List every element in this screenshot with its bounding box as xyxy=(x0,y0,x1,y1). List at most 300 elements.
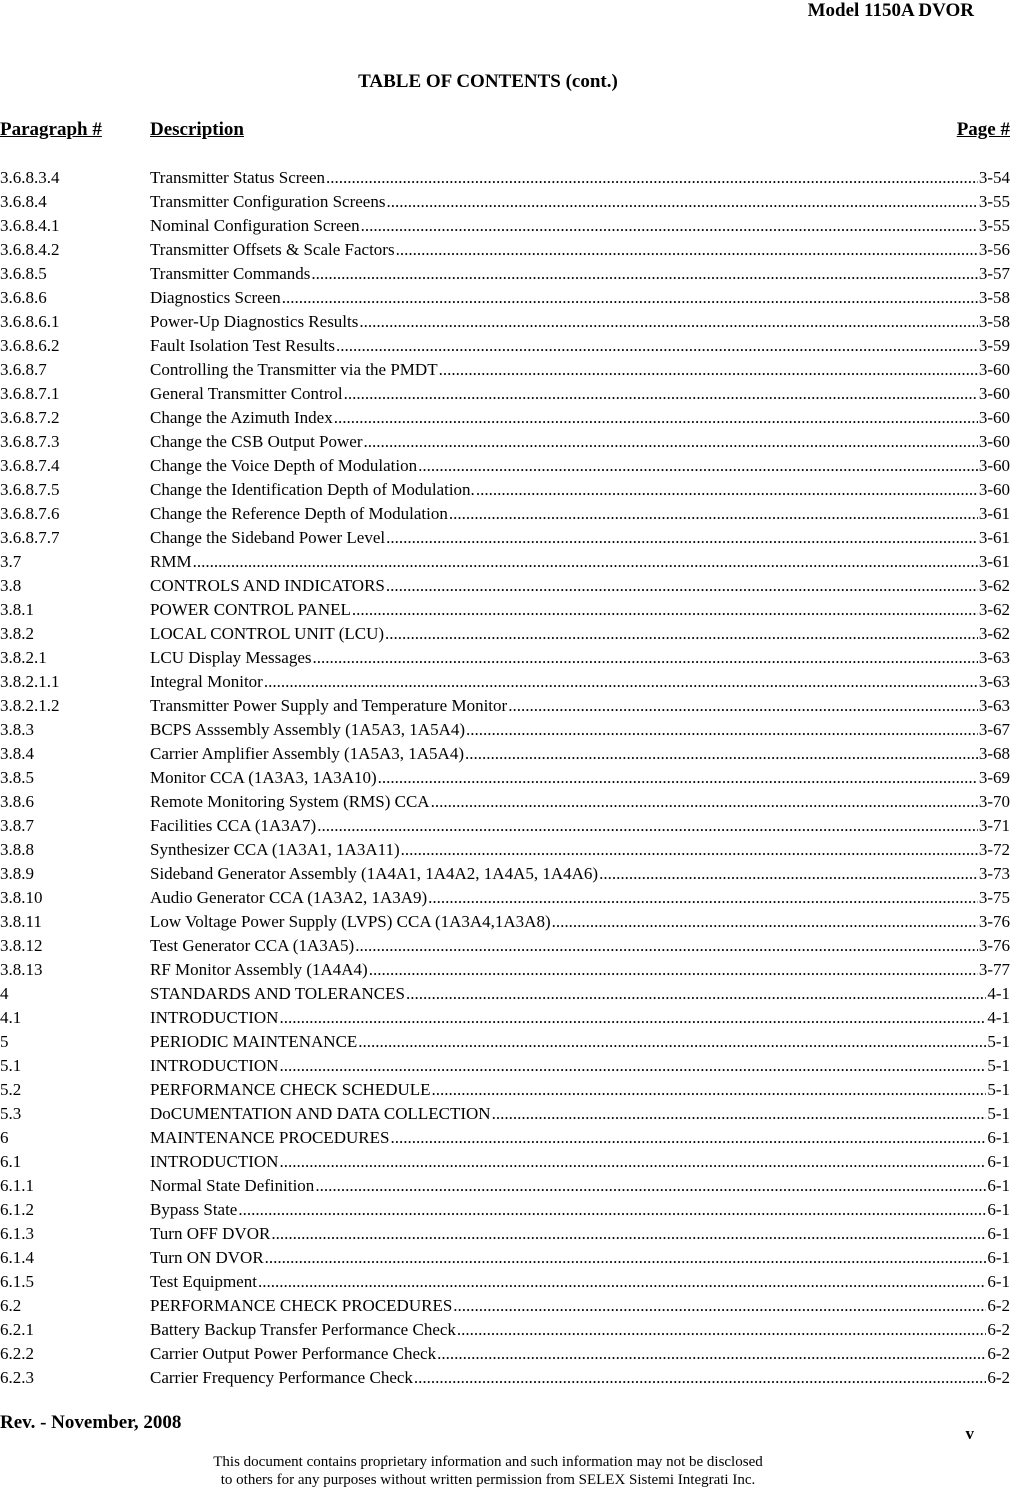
toc-entry-number: 6.2.2 xyxy=(0,1344,34,1363)
toc-entry-description: INTRODUCTION xyxy=(150,1008,279,1027)
toc-entry-number: 5 xyxy=(0,1032,9,1051)
toc-entry-body xyxy=(150,1222,1010,1246)
toc-entry-page: 6-1 xyxy=(987,1224,1010,1243)
dot-leader xyxy=(476,478,978,502)
toc-entry[interactable] xyxy=(0,958,1012,982)
toc-entry-number: 3.8.9 xyxy=(0,864,34,883)
toc-entry[interactable] xyxy=(0,790,1012,814)
toc-entry-body xyxy=(150,454,1010,478)
toc-entry-number: 3.8.11 xyxy=(0,912,42,931)
toc-entry-description: Sideband Generator Assembly (1A4A1, 1A4A2, 1A4A5, 1A4A6) xyxy=(150,864,599,883)
dot-leader xyxy=(508,694,978,718)
toc-entry-page: 3-76 xyxy=(978,912,1010,931)
dot-leader xyxy=(359,310,977,334)
toc-entry-page: 4-1 xyxy=(987,984,1010,1003)
toc-entry-page: 3-72 xyxy=(978,840,1010,859)
toc-entry-description: Transmitter Status Screen xyxy=(150,168,326,187)
toc-entry-body xyxy=(150,334,1010,358)
dot-leader xyxy=(315,1174,986,1198)
dot-leader xyxy=(492,1102,987,1126)
toc-entry-description: Change the Reference Depth of Modulation xyxy=(150,504,448,523)
toc-entry-body xyxy=(150,742,1010,766)
toc-entry-page: 3-76 xyxy=(978,936,1010,955)
toc-entry-description: Fault Isolation Test Results xyxy=(150,336,336,355)
toc-entry-page: 3-55 xyxy=(978,192,1010,211)
dot-leader xyxy=(457,1318,986,1342)
dot-leader xyxy=(369,958,978,982)
toc-entry-number: 3.8.12 xyxy=(0,936,43,955)
toc-entry-body xyxy=(150,1054,1010,1078)
toc-entry-page: 3-54 xyxy=(978,168,1010,187)
toc-entry-number: 6.1.1 xyxy=(0,1176,34,1195)
dot-leader xyxy=(312,646,977,670)
toc-entry-page: 3-60 xyxy=(978,480,1010,499)
toc-entry-description: Transmitter Configuration Screens xyxy=(150,192,386,211)
toc-entry-page: 3-58 xyxy=(978,288,1010,307)
dot-leader xyxy=(238,1198,986,1222)
dot-leader xyxy=(355,934,978,958)
toc-entry-body xyxy=(150,1174,1010,1198)
toc-entry[interactable] xyxy=(0,1270,1012,1294)
toc-entry-body xyxy=(150,1030,1010,1054)
toc-entry-number: 6.1.5 xyxy=(0,1272,34,1291)
toc-entry-description: Controlling the Transmitter via the PMDT xyxy=(150,360,438,379)
dot-leader xyxy=(279,1006,986,1030)
toc-entry-body xyxy=(150,406,1010,430)
toc-entry-body xyxy=(150,574,1010,598)
toc-entry-number: 3.6.8.4.2 xyxy=(0,240,60,259)
dot-leader xyxy=(317,814,978,838)
toc-entry-body xyxy=(150,862,1010,886)
dot-leader xyxy=(279,1054,986,1078)
toc-entry-page: 3-61 xyxy=(978,504,1010,523)
toc-entry-description: Test Equipment xyxy=(150,1272,257,1291)
toc-entry-page: 3-56 xyxy=(978,240,1010,259)
toc-entry-page: 3-75 xyxy=(978,888,1010,907)
toc-entry-description: Synthesizer CCA (1A3A1, 1A3A11) xyxy=(150,840,400,859)
toc-entry-number: 6.1.4 xyxy=(0,1248,34,1267)
toc-entry-body xyxy=(150,670,1010,694)
toc-entry-page: 6-1 xyxy=(987,1152,1010,1171)
toc-entry-body xyxy=(150,1294,1010,1318)
dot-leader xyxy=(401,838,978,862)
dot-leader xyxy=(428,886,978,910)
toc-entry[interactable] xyxy=(0,982,1012,1006)
toc-entry[interactable] xyxy=(0,190,1012,214)
toc-entry[interactable] xyxy=(0,430,1012,454)
toc-entry[interactable] xyxy=(0,1102,1012,1126)
toc-entry-description: MAINTENANCE PROCEDURES xyxy=(150,1128,390,1147)
toc-entry-body xyxy=(150,814,1010,838)
dot-leader xyxy=(326,166,978,190)
toc-entry-description: Remote Monitoring System (RMS) CCA xyxy=(150,792,430,811)
revision-date: Rev. - November, 2008 xyxy=(0,1412,182,1433)
toc-entry-number: 6.1.3 xyxy=(0,1224,34,1243)
toc-entry-number: 3.6.8.7.5 xyxy=(0,480,60,499)
dot-leader xyxy=(334,406,978,430)
dot-leader xyxy=(418,454,978,478)
dot-leader xyxy=(465,742,978,766)
toc-entry[interactable] xyxy=(0,334,1012,358)
page-column-heading: Page # xyxy=(956,119,1010,140)
dot-leader xyxy=(361,214,978,238)
toc-entry-body xyxy=(150,838,1010,862)
toc-entry-page: 3-59 xyxy=(978,336,1010,355)
toc-entry-description: LCU Display Messages xyxy=(150,648,312,667)
dot-leader xyxy=(279,1150,986,1174)
toc-entry-description: STANDARDS AND TOLERANCES xyxy=(150,984,405,1003)
dot-leader xyxy=(358,1030,986,1054)
toc-entry-page: 3-60 xyxy=(978,408,1010,427)
dot-leader xyxy=(386,190,977,214)
dot-leader xyxy=(311,262,977,286)
toc-entry[interactable] xyxy=(0,310,1012,334)
dot-leader xyxy=(264,670,978,694)
toc-entry-description: Power-Up Diagnostics Results xyxy=(150,312,359,331)
toc-entry-body xyxy=(150,1102,1010,1126)
toc-entry-body xyxy=(150,1126,1010,1150)
toc-entry-page: 4-1 xyxy=(987,1008,1010,1027)
toc-entry-page: 6-1 xyxy=(987,1200,1010,1219)
toc-entry-page: 6-1 xyxy=(987,1128,1010,1147)
toc-entry[interactable] xyxy=(0,1246,1012,1270)
toc-entry-page: 5-1 xyxy=(987,1032,1010,1051)
toc-entry[interactable] xyxy=(0,1222,1012,1246)
toc-entry-page: 3-69 xyxy=(978,768,1010,787)
toc-entry-body xyxy=(150,238,1010,262)
toc-entry-page: 3-62 xyxy=(978,624,1010,643)
toc-entry-page: 3-55 xyxy=(978,216,1010,235)
toc-entry-number: 6.1.2 xyxy=(0,1200,34,1219)
toc-entry-description: PERFORMANCE CHECK SCHEDULE xyxy=(150,1080,431,1099)
toc-entry-description: CONTROLS AND INDICATORS xyxy=(150,576,385,595)
proprietary-disclaimer xyxy=(0,1453,976,1489)
toc-entry-description: Change the Identification Depth of Modulation. xyxy=(150,480,475,499)
toc-entry-body xyxy=(150,1078,1010,1102)
toc-entry-list xyxy=(0,166,1012,1390)
toc-entry[interactable] xyxy=(0,838,1012,862)
toc-entry-description: Change the Sideband Power Level xyxy=(150,528,386,547)
toc-entry-page: 5-1 xyxy=(987,1104,1010,1123)
toc-entry-body xyxy=(150,766,1010,790)
toc-entry[interactable] xyxy=(0,550,1012,574)
toc-entry-number: 5.2 xyxy=(0,1080,22,1099)
toc-entry-body xyxy=(150,1150,1010,1174)
toc-entry-number: 3.6.8.6 xyxy=(0,288,47,307)
toc-entry-page: 3-61 xyxy=(978,528,1010,547)
toc-entry-number: 4 xyxy=(0,984,9,1003)
toc-entry-description: INTRODUCTION xyxy=(150,1056,279,1075)
dot-leader xyxy=(439,358,978,382)
toc-entry-body xyxy=(150,958,1010,982)
toc-entry-number: 3.8.2.1.2 xyxy=(0,696,60,715)
dot-leader xyxy=(414,1366,986,1390)
toc-entry-description: Carrier Output Power Performance Check xyxy=(150,1344,437,1363)
toc-entry-description: Transmitter Commands xyxy=(150,264,311,283)
toc-entry-body xyxy=(150,526,1010,550)
toc-entry-number: 3.6.8.5 xyxy=(0,264,47,283)
toc-entry[interactable] xyxy=(0,886,1012,910)
toc-entry-page: 3-58 xyxy=(978,312,1010,331)
dot-leader xyxy=(193,550,978,574)
document-model-header: Model 1150A DVOR xyxy=(807,0,974,21)
toc-entry-number: 3.6.8.7 xyxy=(0,360,47,379)
toc-entry-body xyxy=(150,1270,1010,1294)
toc-entry-number: 6 xyxy=(0,1128,9,1147)
toc-entry-body xyxy=(150,718,1010,742)
toc-entry-number: 3.8.6 xyxy=(0,792,34,811)
dot-leader xyxy=(431,790,978,814)
toc-entry-body xyxy=(150,382,1010,406)
toc-entry-description: Bypass State xyxy=(150,1200,238,1219)
dot-leader xyxy=(352,598,978,622)
toc-entry-page: 6-1 xyxy=(987,1272,1010,1291)
toc-entry-body xyxy=(150,1198,1010,1222)
toc-entry-body xyxy=(150,1318,1010,1342)
toc-entry-page: 3-62 xyxy=(978,600,1010,619)
toc-entry-body xyxy=(150,166,1010,190)
toc-entry-description: Change the Azimuth Index xyxy=(150,408,333,427)
toc-entry-body xyxy=(150,478,1010,502)
toc-entry-number: 3.8 xyxy=(0,576,22,595)
toc-entry-body xyxy=(150,1246,1010,1270)
toc-entry[interactable] xyxy=(0,286,1012,310)
toc-entry[interactable] xyxy=(0,1006,1012,1030)
toc-entry-number: 3.8.13 xyxy=(0,960,43,979)
toc-entry-number: 3.6.8.7.4 xyxy=(0,456,60,475)
toc-column-headings xyxy=(0,119,1012,143)
toc-entry-number: 5.3 xyxy=(0,1104,22,1123)
toc-entry[interactable] xyxy=(0,502,1012,526)
toc-entry-body xyxy=(150,286,1010,310)
dot-leader xyxy=(265,1246,987,1270)
toc-entry-body xyxy=(150,1342,1010,1366)
toc-entry-number: 3.8.2 xyxy=(0,624,34,643)
toc-entry[interactable] xyxy=(0,1030,1012,1054)
toc-entry-body xyxy=(150,790,1010,814)
dot-leader xyxy=(385,622,978,646)
toc-entry-body xyxy=(150,598,1010,622)
toc-entry-page: 3-60 xyxy=(978,432,1010,451)
toc-entry-number: 6.2 xyxy=(0,1296,22,1315)
toc-entry[interactable] xyxy=(0,1126,1012,1150)
toc-entry-description: Turn ON DVOR xyxy=(150,1248,264,1267)
toc-entry-description: Change the Voice Depth of Modulation xyxy=(150,456,418,475)
toc-entry-body xyxy=(150,646,1010,670)
toc-entry-description: Nominal Configuration Screen xyxy=(150,216,360,235)
toc-entry[interactable] xyxy=(0,1198,1012,1222)
toc-entry[interactable] xyxy=(0,910,1012,934)
toc-entry[interactable] xyxy=(0,1366,1012,1390)
toc-entry[interactable] xyxy=(0,670,1012,694)
toc-entry-number: 3.6.8.4.1 xyxy=(0,216,60,235)
dot-leader xyxy=(437,1342,986,1366)
toc-entry[interactable] xyxy=(0,1054,1012,1078)
toc-entry-number: 3.8.5 xyxy=(0,768,34,787)
toc-entry-number: 3.6.8.7.2 xyxy=(0,408,60,427)
toc-entry-description: Turn OFF DVOR xyxy=(150,1224,271,1243)
toc-entry-description: Integral Monitor xyxy=(150,672,263,691)
toc-entry[interactable] xyxy=(0,478,1012,502)
disclaimer-line-2: to others for any purposes without written permission from SELEX Sistemi Integrati Inc. xyxy=(220,1472,756,1488)
toc-entry[interactable] xyxy=(0,262,1012,286)
toc-entry-description: BCPS Asssembly Assembly (1A5A3, 1A5A4) xyxy=(150,720,466,739)
toc-entry[interactable] xyxy=(0,814,1012,838)
toc-entry[interactable] xyxy=(0,1294,1012,1318)
toc-entry-page: 3-60 xyxy=(978,384,1010,403)
toc-entry-body xyxy=(150,886,1010,910)
toc-entry[interactable] xyxy=(0,358,1012,382)
toc-entry[interactable] xyxy=(0,1150,1012,1174)
dot-leader xyxy=(282,286,978,310)
toc-entry[interactable] xyxy=(0,1342,1012,1366)
toc-entry-body xyxy=(150,262,1010,286)
toc-entry-description: PERFORMANCE CHECK PROCEDURES xyxy=(150,1296,453,1315)
toc-entry-description: General Transmitter Control xyxy=(150,384,343,403)
toc-entry-body xyxy=(150,190,1010,214)
toc-entry-body xyxy=(150,910,1010,934)
toc-entry-page: 5-1 xyxy=(987,1056,1010,1075)
toc-entry-number: 3.6.8.7.1 xyxy=(0,384,60,403)
dot-leader xyxy=(386,526,978,550)
toc-entry-body xyxy=(150,358,1010,382)
toc-entry[interactable] xyxy=(0,454,1012,478)
toc-entry-description: Normal State Definition xyxy=(150,1176,315,1195)
toc-entry-number: 6.2.3 xyxy=(0,1368,34,1387)
toc-entry-number: 5.1 xyxy=(0,1056,22,1075)
toc-entry[interactable] xyxy=(0,694,1012,718)
dot-leader xyxy=(336,334,978,358)
toc-entry[interactable] xyxy=(0,526,1012,550)
toc-entry-page: 3-63 xyxy=(978,672,1010,691)
dot-leader xyxy=(364,430,978,454)
toc-entry-description: POWER CONTROL PANEL xyxy=(150,600,351,619)
toc-entry[interactable] xyxy=(0,718,1012,742)
toc-entry-page: 3-63 xyxy=(978,648,1010,667)
toc-entry[interactable] xyxy=(0,574,1012,598)
toc-entry-body xyxy=(150,934,1010,958)
toc-entry[interactable] xyxy=(0,622,1012,646)
toc-entry-description: Transmitter Offsets & Scale Factors xyxy=(150,240,395,259)
toc-entry-description: PERIODIC MAINTENANCE xyxy=(150,1032,358,1051)
toc-entry[interactable] xyxy=(0,862,1012,886)
toc-entry-page: 5-1 xyxy=(987,1080,1010,1099)
disclaimer-line-1: This document contains proprietary information and such information may not be disclosed xyxy=(213,1454,763,1470)
toc-entry[interactable] xyxy=(0,766,1012,790)
dot-leader xyxy=(432,1078,987,1102)
toc-entry-description: Diagnostics Screen xyxy=(150,288,281,307)
toc-entry-number: 3.8.2.1 xyxy=(0,648,47,667)
toc-entry-body xyxy=(150,982,1010,1006)
toc-entry-body xyxy=(150,310,1010,334)
toc-entry[interactable] xyxy=(0,214,1012,238)
toc-entry-page: 3-57 xyxy=(978,264,1010,283)
toc-entry-description: LOCAL CONTROL UNIT (LCU) xyxy=(150,624,385,643)
toc-entry-number: 3.6.8.7.6 xyxy=(0,504,60,523)
toc-entry[interactable] xyxy=(0,406,1012,430)
toc-entry-number: 3.8.8 xyxy=(0,840,34,859)
toc-entry-description: Test Generator CCA (1A3A5) xyxy=(150,936,355,955)
dot-leader xyxy=(344,382,978,406)
toc-entry-number: 3.8.10 xyxy=(0,888,43,907)
dot-leader xyxy=(386,574,978,598)
toc-entry-page: 6-2 xyxy=(987,1368,1010,1387)
toc-entry-description: DoCUMENTATION AND DATA COLLECTION xyxy=(150,1104,491,1123)
toc-entry-page: 3-67 xyxy=(978,720,1010,739)
toc-entry-description: Low Voltage Power Supply (LVPS) CCA (1A3A4,1A3A8) xyxy=(150,912,551,931)
toc-entry-number: 3.8.7 xyxy=(0,816,34,835)
toc-entry-description: Monitor CCA (1A3A3, 1A3A10) xyxy=(150,768,377,787)
toc-entry-description: Change the CSB Output Power xyxy=(150,432,363,451)
toc-entry-body xyxy=(150,1366,1010,1390)
toc-entry-number: 3.6.8.4 xyxy=(0,192,47,211)
toc-entry-description: Transmitter Power Supply and Temperature Monitor xyxy=(150,696,508,715)
toc-entry-number: 3.8.3 xyxy=(0,720,34,739)
toc-entry-description: Carrier Frequency Performance Check xyxy=(150,1368,413,1387)
toc-entry-page: 3-62 xyxy=(978,576,1010,595)
toc-entry-description: Facilities CCA (1A3A7) xyxy=(150,816,317,835)
page-number: v xyxy=(965,1424,974,1443)
toc-entry[interactable] xyxy=(0,166,1012,190)
toc-entry[interactable] xyxy=(0,598,1012,622)
toc-entry-body xyxy=(150,1006,1010,1030)
toc-entry-page: 3-63 xyxy=(978,696,1010,715)
toc-entry[interactable] xyxy=(0,1318,1012,1342)
toc-entry-page: 3-73 xyxy=(978,864,1010,883)
toc-entry-number: 3.8.1 xyxy=(0,600,34,619)
toc-entry-page: 3-61 xyxy=(978,552,1010,571)
toc-entry-number: 6.1 xyxy=(0,1152,22,1171)
dot-leader xyxy=(466,718,978,742)
toc-entry-description: INTRODUCTION xyxy=(150,1152,279,1171)
toc-entry-number: 3.6.8.6.1 xyxy=(0,312,60,331)
toc-entry[interactable] xyxy=(0,1174,1012,1198)
description-column-heading: Description xyxy=(150,119,244,140)
toc-entry-page: 6-1 xyxy=(987,1176,1010,1195)
toc-entry-body xyxy=(150,430,1010,454)
toc-entry-description: Carrier Amplifier Assembly (1A5A3, 1A5A4) xyxy=(150,744,464,763)
toc-entry[interactable] xyxy=(0,238,1012,262)
toc-title: TABLE OF CONTENTS (cont.) xyxy=(358,71,618,92)
toc-entry-body xyxy=(150,502,1010,526)
toc-entry-number: 3.8.4 xyxy=(0,744,34,763)
toc-entry[interactable] xyxy=(0,646,1012,670)
toc-entry[interactable] xyxy=(0,742,1012,766)
toc-entry[interactable] xyxy=(0,1078,1012,1102)
paragraph-column-heading: Paragraph # xyxy=(0,119,102,140)
toc-entry-number: 3.7 xyxy=(0,552,22,571)
toc-entry-description: Battery Backup Transfer Performance Check xyxy=(150,1320,456,1339)
toc-entry[interactable] xyxy=(0,382,1012,406)
toc-entry-body xyxy=(150,214,1010,238)
toc-entry-body xyxy=(150,622,1010,646)
toc-entry-page: 3-70 xyxy=(978,792,1010,811)
toc-entry-page: 3-68 xyxy=(978,744,1010,763)
toc-entry-description: Audio Generator CCA (1A3A2, 1A3A9) xyxy=(150,888,428,907)
dot-leader xyxy=(271,1222,986,1246)
dot-leader xyxy=(406,982,986,1006)
toc-entry[interactable] xyxy=(0,934,1012,958)
dot-leader xyxy=(396,238,978,262)
dot-leader xyxy=(378,766,978,790)
toc-entry-number: 3.6.8.7.3 xyxy=(0,432,60,451)
toc-entry-page: 3-60 xyxy=(978,456,1010,475)
toc-entry-page: 6-1 xyxy=(987,1248,1010,1267)
toc-entry-number: 3.6.8.3.4 xyxy=(0,168,60,187)
toc-entry-number: 4.1 xyxy=(0,1008,22,1027)
toc-entry-page: 6-2 xyxy=(987,1320,1010,1339)
toc-entry-number: 3.6.8.7.7 xyxy=(0,528,60,547)
